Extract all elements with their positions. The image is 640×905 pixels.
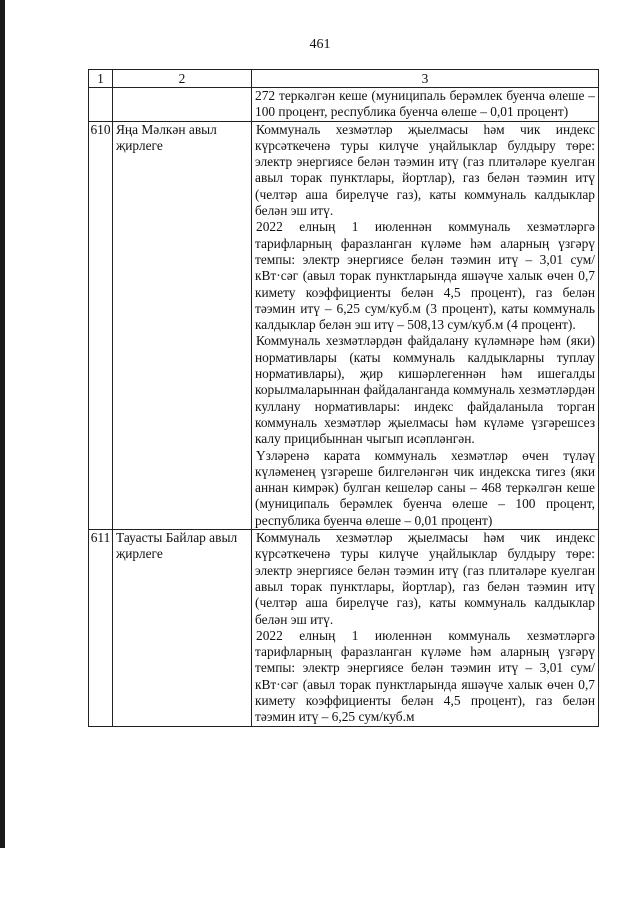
header-col-1: 1 (89, 70, 113, 88)
row-description (252, 530, 599, 727)
settlement-name: Тауасты Байлар авыл җирлеге (113, 530, 252, 727)
header-col-3: 3 (252, 70, 599, 88)
table-row (89, 121, 599, 529)
table-row (89, 530, 599, 727)
page-number: 461 (309, 37, 331, 52)
description-paragraph: Үзләренә карата коммуналь хезмәтләр өчен түләү күләменең үзгәреше билгеләнгән чик индекска тигез (яки аннан кимрәк) булган кешеләр саны – 468 теркәлгән кеше (муниципаль берәмлек буенча өлеше – 100 процент, республика буенча өлеше – 0,01 процент) (255, 447, 595, 528)
row-number (89, 88, 113, 122)
description-paragraph: 2022 елның 1 июленнән коммуналь хезмәтләргә тарифларның фаразланган күләме һәм аларның үзгәрү темпы: электр энергиясе белән тәэмин итү – 3,01 сум/кВт·сәг (авыл торак пунктларында яшәүче халык өчен 0,7 кимету коэффициенты белән 4,5 процент), газ белән тәэмин итү – 6,25 сум/куб.м (3 процент), каты коммуналь калдыклар белән эш итү – 508,13 сум/куб.м (4 процент). (255, 219, 595, 333)
row-description (252, 88, 599, 122)
table-row (89, 88, 599, 122)
description-paragraph: 272 теркәлгән кеше (муниципаль берәмлек буенча өлеше – 100 процент, республика буенча өлеше – 0,01 процент) (255, 88, 595, 120)
tariff-table (88, 69, 599, 727)
description-paragraph: Коммуналь хезмәтләр җыелмасы һәм чик индекс күрсәткеченә туры килүче уңайлыклар булдыру төре: электр энергиясе белән тәэмин итү (газ плитәләре куелган авыл торак пунктлары, йортлар), газ белән тәэмин итү (челтәр аша бирелүче газ), каты коммуналь калдыклар белән эш итү. (255, 121, 595, 219)
settlement-name (113, 88, 252, 122)
description-paragraph: Коммуналь хезмәтләр җыелмасы һәм чик индекс күрсәткеченә туры килүче уңайлыклар булдыру төре: электр энергиясе белән тәэмин итү (газ плитәләре куелган авыл торак пунктлары, йортлар), газ белән тәэмин итү (челтәр аша бирелүче газ), каты коммуналь калдыклар белән эш итү. (255, 530, 595, 627)
description-paragraph: Коммуналь хезмәтләрдән файдалану күләмнәре һәм (яки) нормативлары (каты коммуналь калдыкларны туплау нормативлары), җир кишәрлегеннән һәм ишегалды корылмаларыннан файдаланганда коммуналь хезмәтләрдән куллану нормативлары: индекс файдаланыла торган коммуналь хезмәтләр җыелмасы һәм күләме үзгәрешсез калу прицибыннан чыгып исәпләнгән. (255, 333, 595, 447)
settlement-name: Яңа Мәлкән авыл җирлеге (113, 121, 252, 529)
scan-edge-bar (0, 0, 5, 848)
row-number: 611 (89, 530, 113, 727)
row-number: 610 (89, 121, 113, 529)
table-header-row (89, 70, 599, 88)
header-col-2: 2 (113, 70, 252, 88)
row-description (252, 121, 599, 529)
description-paragraph: 2022 елның 1 июленнән коммуналь хезмәтләргә тарифларның фаразланган күләме һәм аларның үзгәрү темпы: электр энергиясе белән тәэмин итү – 3,01 сум/кВт·сәг (авыл торак пунктларында яшәүче халык өчен 0,7 кимету коэффициенты белән 4,5 процент), газ белән тәэмин итү – 6,25 сум/куб.м (255, 627, 595, 725)
